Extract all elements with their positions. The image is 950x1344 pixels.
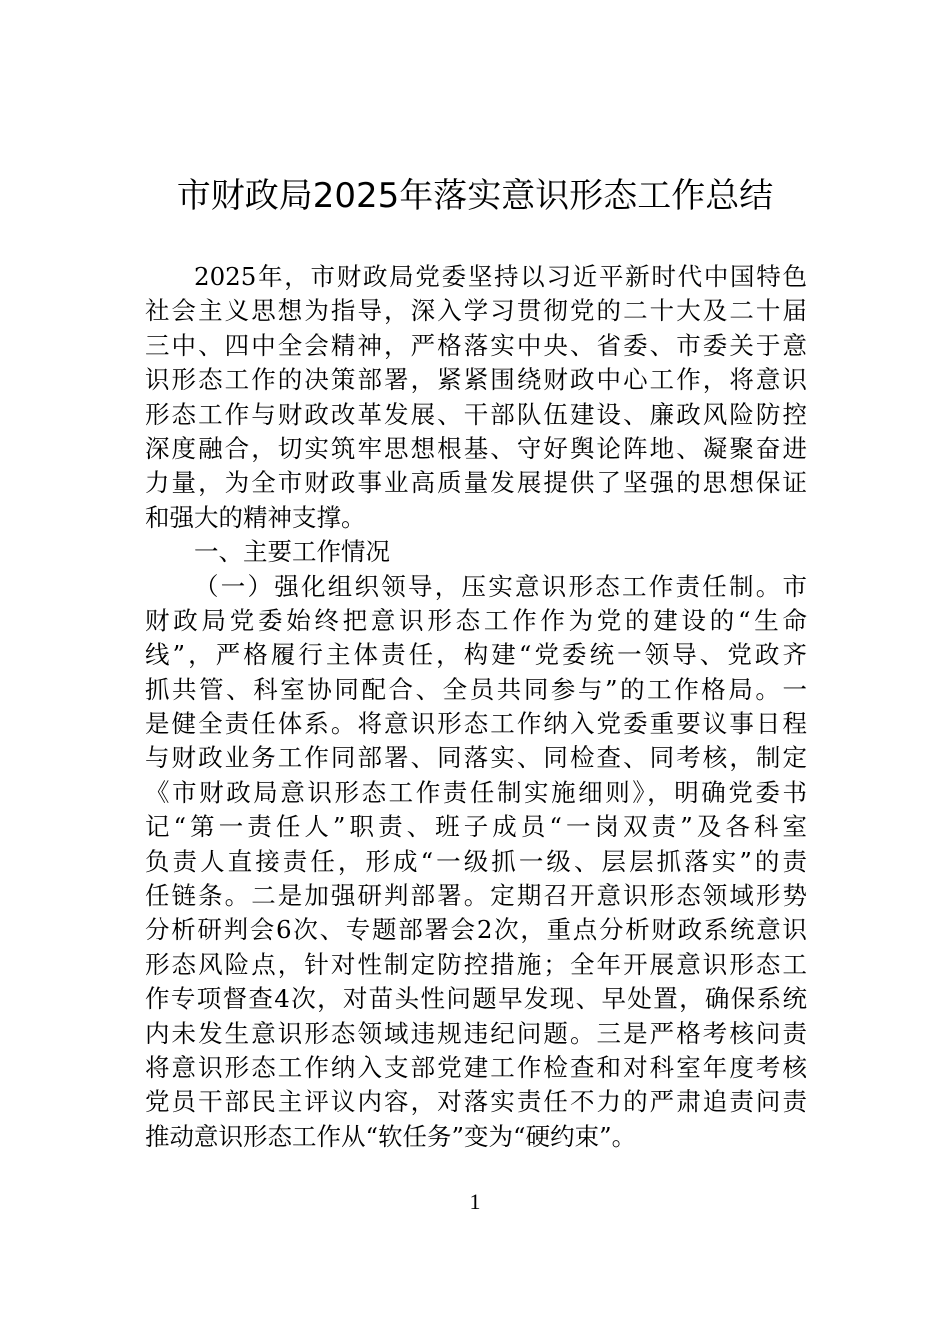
body-line-18: 负责人直接责任，形成“一级抓一级、层层抓落实”的责 [145, 846, 807, 876]
body-line-11: 财政局党委始终把意识形态工作作为党的建设的“生命 [145, 605, 807, 635]
body-line-5: 形态工作与财政改革发展、干部队伍建设、廉政风险防控 [145, 399, 807, 429]
body-line-16: 《市财政局意识形态工作责任制实施细则》，明确党委书 [145, 777, 807, 807]
section-heading: 一、主要工作情况 [194, 537, 390, 567]
body-line-8: 和强大的精神支撑。 [145, 502, 366, 532]
body-line-12: 线”，严格履行主体责任，构建“党委统一领导、党政齐 [145, 640, 807, 670]
body-line-21: 形态风险点，针对性制定防控措施；全年开展意识形态工 [145, 949, 807, 979]
body-line-7: 力量，为全市财政事业高质量发展提供了坚强的思想保证 [145, 468, 807, 498]
body-line-13: 抓共管、科室协同配合、全员共同参与”的工作格局。一 [145, 674, 807, 704]
body-line-20: 分析研判会6次、专题部署会2次，重点分析财政系统意识 [145, 915, 807, 945]
body-line-4: 识形态工作的决策部署，紧紧围绕财政中心工作，将意识 [145, 365, 807, 395]
body-line-14: 是健全责任体系。将意识形态工作纳入党委重要议事日程 [145, 709, 807, 739]
body-line-17: 记“第一责任人”职责、班子成员“一岗双责”及各科室 [145, 812, 807, 842]
body-line-3: 三中、四中全会精神，严格落实中央、省委、市委关于意 [145, 330, 807, 360]
body-line-15: 与财政业务工作同部署、同落实、同检查、同考核，制定 [145, 743, 807, 773]
document-title: 市财政局2025年落实意识形态工作总结 [176, 176, 774, 216]
body-line-2: 社会主义思想为指导，深入学习贯彻党的二十大及二十届 [145, 296, 807, 326]
body-line-19: 任链条。二是加强研判部署。定期召开意识形态领域形势 [145, 881, 807, 911]
body-line-26: 推动意识形态工作从“软任务”变为“硬约束”。 [145, 1121, 637, 1151]
body-line-22: 作专项督查4次，对苗头性问题早发现、早处置，确保系统 [145, 984, 807, 1014]
body-line-10: （一）强化组织领导，压实意识形态工作责任制。市 [194, 571, 807, 601]
body-line-23: 内未发生意识形态领域违规违纪问题。三是严格考核问责 [145, 1018, 807, 1048]
body-line-6: 深度融合，切实筑牢思想根基、守好舆论阵地、凝聚奋进 [145, 433, 807, 463]
page-number: 1 [469, 1189, 481, 1214]
body-line-25: 党员干部民主评议内容，对落实责任不力的严肃追责问责 [145, 1087, 807, 1117]
document-body [145, 260, 807, 1154]
body-line-24: 将意识形态工作纳入支部党建工作检查和对科室年度考核 [145, 1052, 807, 1082]
body-line-1: 2025年，市财政局党委坚持以习近平新时代中国特色 [194, 262, 807, 291]
